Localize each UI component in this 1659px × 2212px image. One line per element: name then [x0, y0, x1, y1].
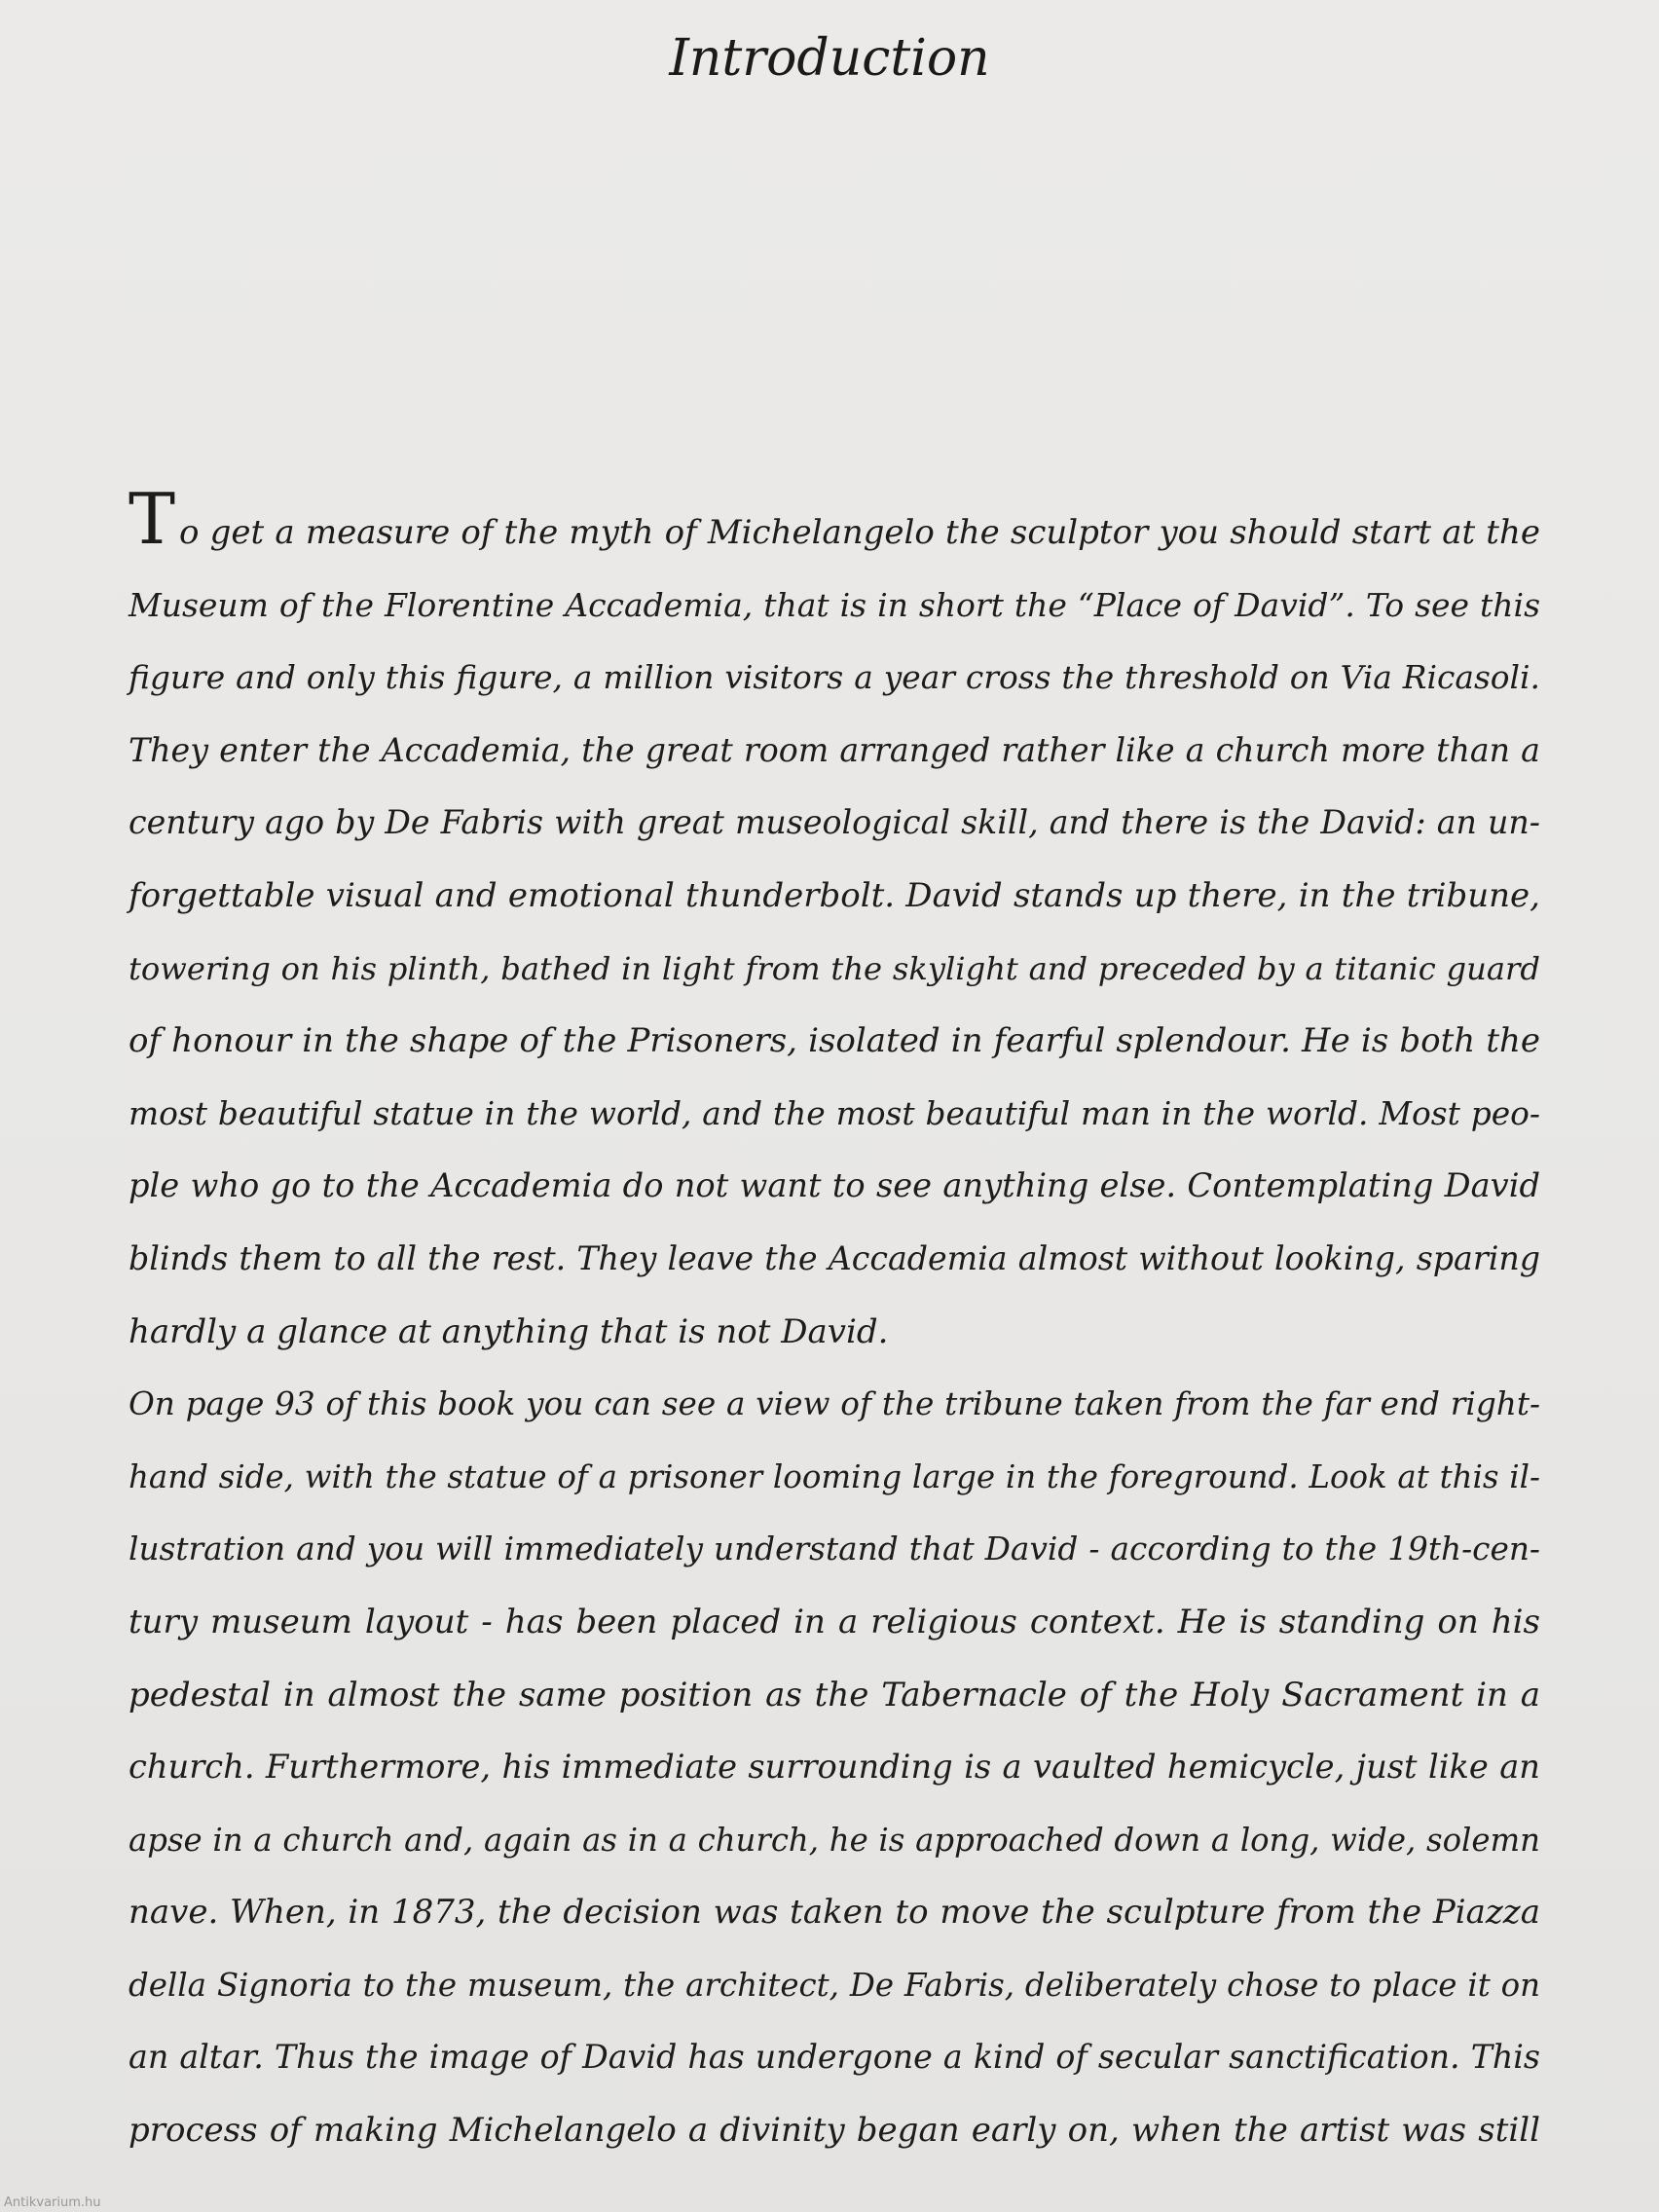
- text-line-21: della Signoria to the museum, the architect, De Fabris, deliberately chose to place it on: [129, 1966, 1540, 2004]
- text-line-6: forgettable visual and emotional thunderbolt. David stands up there, in the tribune,: [129, 875, 1540, 915]
- text-line-18: church. Furthermore, his immediate surrounding is a vaulted hemicycle, just like an: [129, 1748, 1540, 1787]
- text-line-10: ple who go to the Accademia do not want to see anything else. Contemplating David: [129, 1166, 1540, 1205]
- text-line-5: century ago by De Fabris with great museological skill, and there is the David: an un-: [129, 803, 1540, 842]
- text-line-13: On page 93 of this book you can see a view of the tribune taken from the far end right-: [129, 1385, 1540, 1423]
- text-line-19: apse in a church and, again as in a church, he is approached down a long, wide, solemn: [129, 1821, 1540, 1859]
- text-line-23: process of making Michelangelo a divinity began early on, when the artist was still: [129, 2111, 1540, 2151]
- page-title: Introduction: [669, 29, 990, 88]
- body-text: [129, 478, 1540, 2167]
- text-line-16: tury museum layout - has been placed in a religious context. He is standing on his: [129, 1602, 1540, 1641]
- text-line-14: hand side, with the statue of a prisoner looming large in the foreground. Look at this il-: [129, 1457, 1540, 1495]
- text-line-15: lustration and you will immediately understand that David - according to the 19th-cen-: [129, 1530, 1540, 1568]
- text-line-2: Museum of the Florentine Accademia, that is in short the “Place of David”. To see this: [129, 585, 1540, 624]
- text-line-22: an altar. Thus the image of David has undergone a kind of secular sanctification. This: [129, 2038, 1540, 2077]
- watermark: Antikvarium.hu: [4, 2195, 101, 2210]
- text-line-20: nave. When, in 1873, the decision was taken to move the sculpture from the Piazza: [129, 1893, 1540, 1933]
- text-line-1: To get a measure of the myth of Michelangelo the sculptor you should start at the: [129, 478, 1540, 560]
- text-line-3: figure and only this figure, a million visitors a year cross the threshold on Via Ricasoli.: [129, 659, 1540, 697]
- text-line-4: They enter the Accademia, the great room arranged rather like a church more than a: [129, 730, 1540, 769]
- text-line-8: of honour in the shape of the Prisoners, isolated in fearful splendour. He is both the: [129, 1021, 1540, 1061]
- line-text: o get a measure of the myth of Michelangelo the sculptor you should start at the: [179, 513, 1540, 552]
- text-line-12: hardly a glance at anything that is not David.: [129, 1311, 889, 1351]
- text-line-11: blinds them to all the rest. They leave the Accademia almost without looking, sparing: [129, 1238, 1540, 1277]
- text-line-7: towering on his plinth, bathed in light from the skylight and preceded by a titanic guard: [129, 949, 1540, 987]
- text-line-17: pedestal in almost the same position as the Tabernacle of the Holy Sacrament in a: [129, 1675, 1540, 1714]
- text-line-9: most beautiful statue in the world, and the most beautiful man in the world. Most peo-: [129, 1094, 1540, 1132]
